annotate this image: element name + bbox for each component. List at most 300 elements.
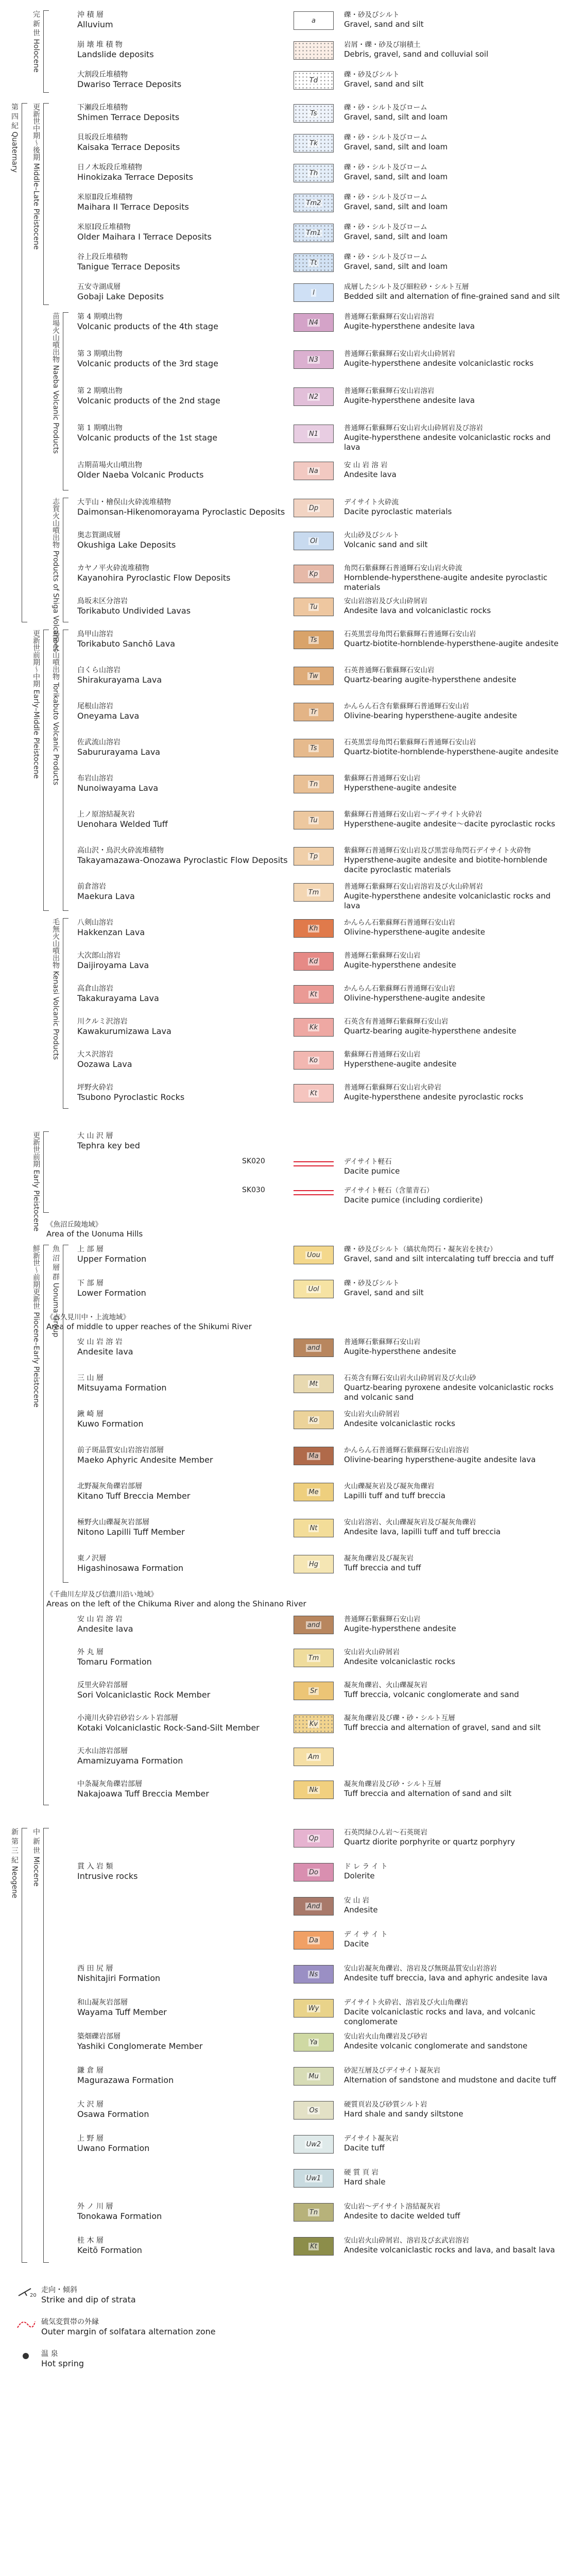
unit-desc-jp: 石英黒雲母角閃石紫蘇輝石普通輝石安山岩 — [344, 630, 476, 638]
unit-code: l — [311, 289, 316, 297]
unit-desc-jp: 火山礫凝灰岩及び凝灰角礫岩 — [344, 1482, 435, 1490]
unit-desc-jp: 普通輝石紫蘇輝石安山岩溶岩及び火山砕屑岩 — [344, 883, 483, 891]
unit-name-jp: 大ス沢溶岩 — [77, 1050, 113, 1059]
unit-desc-jp: 火山砂及びシルト — [344, 531, 400, 539]
unit-name-en: Kuwo Formation — [77, 1419, 144, 1429]
unit-desc-jp: 安山岩火山砕屑岩 — [344, 1648, 400, 1656]
unit-desc-en: Tuff breccia and alternation of sand and silt — [344, 1789, 512, 1798]
unit-description — [344, 2066, 560, 2085]
unit-swatch — [294, 164, 334, 182]
unit-swatch — [294, 283, 334, 302]
unit-description — [344, 133, 560, 152]
unit-name — [77, 597, 288, 616]
unit-code: Tr — [309, 708, 318, 716]
unit-description — [344, 1446, 560, 1465]
symbol-label-en: Hot spring — [41, 2359, 84, 2368]
unit-desc-en: Tuff breccia and tuff — [344, 1563, 421, 1572]
unit-code: Ya — [308, 2039, 319, 2046]
unit-description — [344, 1648, 560, 1667]
unit-name-en: Tomaru Formation — [77, 1657, 152, 1667]
unit-name-en: Upper Formation — [77, 1254, 147, 1264]
unit-description — [344, 498, 560, 517]
unit-code: Tm — [307, 1654, 321, 1662]
unit-code: Kv — [308, 1720, 319, 1728]
unit-name-jp: 日ノ木坂段丘堆積物 — [77, 163, 142, 172]
unit-name-en: Nishitajiri Formation — [77, 1973, 161, 1983]
unit-swatch — [294, 1483, 334, 1501]
unit-name — [77, 2236, 288, 2256]
unit-code: Tm1 — [305, 229, 323, 237]
unit-code: Uw2 — [305, 2141, 322, 2148]
unit-code: Mt — [308, 1380, 319, 1388]
unit-name — [77, 1554, 288, 1573]
unit-name-en: Daijiroyama Lava — [77, 960, 149, 970]
solfatara-margin-icon — [15, 2317, 36, 2331]
unit-description — [344, 738, 560, 757]
unit-name — [77, 702, 288, 721]
unit-desc-en: Gravel, sand, silt and loam — [344, 262, 448, 271]
unit-desc-en: Gravel, sand, silt and loam — [344, 202, 448, 211]
era-pliocene: 鮮新世～前期更新世 Pliocene–Early Pleistocene — [32, 1245, 40, 1408]
unit-description — [344, 386, 560, 405]
unit-swatch — [294, 350, 334, 369]
unit-swatch — [294, 1555, 334, 1573]
unit-name-en: Nakajoawa Tuff Breccia Member — [77, 1789, 209, 1799]
unit-name-en: Alluvium — [77, 20, 113, 29]
unit-description — [344, 1518, 560, 1537]
unit-name — [77, 423, 288, 443]
unit-name-jp: 谷上段丘堆積物 — [77, 253, 128, 261]
unit-desc-jp: 普通輝石紫蘇輝石安山岩火山砕屑岩及び溶岩 — [344, 424, 483, 432]
unit-description — [344, 666, 560, 685]
unit-desc-en: Alternation of sandstone and mudstone and dacite tuff — [344, 2075, 557, 2084]
unit-name-en: Keitō Formation — [77, 2245, 142, 2255]
unit-name-jp: 第 1 期噴出物 — [77, 424, 123, 432]
era-mid-late-pleistocene-bracket — [43, 103, 44, 305]
unit-name-en: Older Maihara I Terrace Deposits — [77, 232, 212, 242]
tephra-line-icon — [294, 1190, 334, 1195]
unit-code: Tm2 — [305, 199, 323, 207]
unit-name-jp: 五安寺湖成層 — [77, 283, 121, 291]
unit-name-en: Nitono Lapilli Tuff Member — [77, 1527, 185, 1537]
unit-name — [77, 846, 288, 866]
unit-code: Me — [307, 1488, 320, 1496]
unit-description — [344, 1245, 560, 1264]
unit-desc-en: Bedded silt and alternation of fine-grained sand and silt — [344, 292, 560, 301]
unit-name-jp: 下 部 層 — [77, 1279, 104, 1287]
unit-name — [77, 133, 288, 152]
unit-code: Kt — [308, 2243, 319, 2250]
unit-code: and — [306, 1621, 321, 1629]
unit-swatch — [294, 985, 334, 1004]
unit-description — [344, 630, 560, 649]
symbol-label — [41, 2317, 252, 2337]
svg-text:20: 20 — [30, 2293, 36, 2298]
unit-desc-jp: 石英普通輝石紫蘇輝石安山岩 — [344, 666, 435, 674]
unit-name-jp: 上 部 層 — [77, 1245, 104, 1253]
unit-name-en: Volcanic products of the 3rd stage — [77, 359, 218, 368]
unit-desc-en: Gravel, sand and silt intercalating tuff breccia and tuff — [344, 1254, 554, 1263]
unit-description — [344, 1017, 560, 1036]
unit-description — [344, 1862, 560, 1881]
unit-desc-en: Quartz-bearing augite-hypersthene andesite — [344, 675, 517, 684]
unit-description — [344, 312, 560, 331]
unit-description — [344, 1930, 560, 1949]
unit-name — [77, 252, 288, 272]
unit-name-jp: 北野凝灰角礫岩部層 — [77, 1482, 142, 1490]
unit-name — [77, 774, 288, 793]
unit-desc-jp: 礫・砂・シルト及びローム — [344, 163, 427, 172]
unit-desc-jp: 礫・砂及びシルト — [344, 1279, 400, 1287]
era-quaternary: 第 四 紀 Quaternary — [10, 103, 19, 173]
unit-swatch — [294, 2169, 334, 2188]
era-early-pleistocene-bracket — [43, 1131, 44, 1213]
unit-desc-jp: 礫・砂及びシルト — [344, 71, 400, 79]
unit-description — [344, 1964, 560, 1983]
unit-desc-en: Augite-hypersthene andesite lava — [344, 321, 475, 331]
unit-desc-jp: 安山岩溶岩、火山礫凝灰岩及び凝灰角礫岩 — [344, 1518, 476, 1527]
unit-name — [77, 349, 288, 369]
unit-name-jp: 上 野 層 — [77, 2134, 104, 2143]
unit-name — [77, 40, 288, 60]
unit-name — [77, 1964, 288, 1984]
unit-name-jp: 中条凝灰角礫岩部層 — [77, 1780, 142, 1788]
unit-swatch — [294, 1519, 334, 1537]
uonuma-header — [46, 1220, 407, 1239]
era-miocene: 中 新 世 Miocene — [32, 1828, 40, 1887]
unit-name — [77, 1410, 288, 1429]
unit-description — [344, 918, 560, 937]
unit-desc-en: Dolerite — [344, 1871, 375, 1880]
unit-desc-jp: ド レ ラ イ ト — [344, 1862, 388, 1871]
unit-name — [77, 1681, 288, 1700]
unit-name-en: Maihara II Terrace Deposits — [77, 202, 189, 212]
unit-desc-en: Andesite lava — [344, 470, 397, 479]
unit-name-jp: 前倉溶岩 — [77, 883, 106, 891]
unit-code: And — [305, 1903, 321, 1910]
unit-desc-jp: 紫蘇輝石普通輝石安山岩～デイサイト火砕岩 — [344, 810, 483, 819]
unit-code: Tp — [308, 853, 319, 860]
tephra-name — [77, 1131, 288, 1151]
unit-swatch — [294, 1338, 334, 1357]
unit-name-jp: 高山沢・鳥沢火砕流堆積物 — [77, 846, 164, 855]
unit-desc-jp: 普通輝石紫蘇輝石安山岩火砕岩 — [344, 1083, 441, 1092]
chikuma-header-en: Areas on the left of the Chikuma River and along the Shinano River — [46, 1599, 306, 1608]
unit-swatch — [294, 1616, 334, 1634]
unit-name-jp: 奥志賀湖成層 — [77, 531, 121, 539]
unit-code: and — [306, 1344, 321, 1352]
unit-desc-en: Volcanic sand and silt — [344, 540, 428, 549]
unit-name-jp: 古期苗場火山噴出物 — [77, 461, 142, 469]
unit-name-jp: 桂 木 層 — [77, 2236, 104, 2245]
unit-description — [344, 163, 560, 182]
unit-desc-en: Hornblende-hypersthene-augite andesite pyroclastic materials — [344, 573, 548, 592]
unit-description — [344, 1279, 560, 1298]
unit-desc-en: Gravel, sand, silt and loam — [344, 112, 448, 122]
era-early-middle-pleistocene-bracket — [43, 630, 44, 911]
unit-swatch — [294, 104, 334, 123]
unit-description — [344, 282, 560, 301]
unit-swatch — [294, 775, 334, 793]
unit-description — [344, 252, 560, 272]
unit-name-jp: 高倉山溶岩 — [77, 985, 113, 993]
unit-name-en: Hinokizaka Terrace Deposits — [77, 172, 193, 182]
unit-name-en: Kotaki Volcaniclastic Rock-Sand-Silt Member — [77, 1723, 260, 1733]
unit-code: Uol — [306, 1285, 320, 1293]
unit-desc-jp: 普通輝石紫蘇輝石安山岩溶岩 — [344, 387, 435, 395]
unit-name-en: Osawa Formation — [77, 2109, 149, 2119]
unit-desc-jp: デイサイト火砕流 — [344, 498, 399, 506]
unit-name-jp: 八剣山溶岩 — [77, 919, 113, 927]
unit-swatch — [294, 2237, 334, 2256]
unit-name-jp: 大 沢 層 — [77, 2100, 104, 2109]
unit-name — [77, 2066, 288, 2086]
era-kenasi: 毛無火山噴出物 Kenasi Volcanic Products — [51, 918, 60, 1060]
unit-swatch — [294, 253, 334, 272]
unit-name-en: Takayamazawa-Onozawa Pyroclastic Flow Deposits — [77, 855, 288, 865]
unit-swatch — [294, 1863, 334, 1882]
unit-swatch — [294, 631, 334, 649]
unit-name-jp: 鳥坂未区分溶岩 — [77, 597, 128, 605]
unit-code: Nk — [307, 1786, 319, 1794]
unit-desc-jp: 普通輝石紫蘇輝石安山岩 — [344, 1615, 421, 1623]
tephra-desc-en: Dacite pumice — [344, 1166, 400, 1176]
unit-name-jp: 崩 壊 堆 積 物 — [77, 41, 123, 49]
unit-name-jp: 安 山 岩 溶 岩 — [77, 1338, 123, 1346]
unit-desc-en: Andesite volcaniclastic rocks — [344, 1419, 455, 1428]
unit-code: Uw1 — [305, 2175, 322, 2182]
unit-description — [344, 461, 560, 480]
unit-description — [344, 774, 560, 793]
unit-name-en: Yashiki Conglomerate Member — [77, 2041, 203, 2051]
unit-name-en: Older Naeba Volcanic Products — [77, 470, 204, 480]
unit-description — [344, 1083, 560, 1102]
unit-description — [344, 349, 560, 368]
unit-desc-jp: 安 山 岩 溶 岩 — [344, 461, 388, 469]
unit-desc-jp: 岩屑・礫・砂及び崩積土 — [344, 41, 421, 49]
era-holocene-bracket — [43, 10, 44, 93]
unit-name-jp: 外 ノ 川 層 — [77, 2202, 113, 2211]
unit-name — [77, 282, 288, 302]
unit-description — [344, 2202, 560, 2221]
unit-name — [77, 564, 288, 583]
unit-name-jp: 東ノ沢層 — [77, 1554, 106, 1563]
tephra-name-en: Tephra key bed — [77, 1141, 140, 1150]
unit-code: Ts — [308, 744, 318, 752]
unit-name — [77, 1050, 288, 1070]
unit-name-en: Nunoiwayama Lava — [77, 783, 159, 793]
unit-desc-jp: 角閃石紫蘇輝石普通輝石安山岩火砕流 — [344, 564, 462, 572]
unit-code: N2 — [307, 393, 320, 401]
unit-name-jp: 天水山溶岩部層 — [77, 1747, 128, 1755]
symbol-label — [41, 2285, 252, 2305]
unit-desc-en: Lapilli tuff and tuff breccia — [344, 1491, 445, 1500]
tephra-desc-jp: デイサイト軽石 — [344, 1158, 392, 1166]
unit-swatch — [294, 2033, 334, 2052]
unit-swatch — [294, 1965, 334, 1984]
unit-description — [344, 564, 560, 592]
unit-name — [77, 630, 288, 649]
unit-name — [77, 1279, 288, 1298]
unit-desc-jp: 紫蘇輝石普通輝石安山岩及び黒雲母角閃石デイサイト火砕物 — [344, 846, 531, 855]
unit-desc-jp: 礫・砂及びシルト（縞状角閃石・凝灰岩を挟む） — [344, 1245, 497, 1253]
unit-name — [77, 531, 288, 550]
unit-desc-en: Andesite volcanic conglomerate and sandstone — [344, 2041, 528, 2050]
unit-desc-jp: 礫・砂及びシルト — [344, 11, 400, 19]
unit-name — [77, 10, 288, 30]
unit-swatch — [294, 224, 334, 242]
unit-code: Th — [308, 170, 319, 177]
unit-swatch — [294, 1018, 334, 1037]
unit-code: Ma — [307, 1452, 320, 1460]
unit-name — [77, 1714, 288, 1733]
unit-swatch — [294, 462, 334, 480]
unit-desc-en: Gravel, sand, silt and loam — [344, 172, 448, 181]
unit-code: Ts — [308, 110, 318, 117]
unit-code: Os — [307, 2107, 319, 2114]
unit-name — [77, 2134, 288, 2154]
unit-desc-en: Augite-hypersthene andesite volcaniclastic rocks — [344, 359, 534, 368]
unit-swatch — [294, 598, 334, 616]
unit-swatch — [294, 1829, 334, 1848]
unit-swatch — [294, 1447, 334, 1465]
unit-name-en: Kawakurumizawa Lava — [77, 1026, 171, 1036]
unit-desc-jp: 硬 質 頁 岩 — [344, 2168, 378, 2177]
unit-code: Tw — [307, 672, 320, 680]
unit-code: Tn — [308, 781, 319, 788]
unit-desc-en: Quartz-biotite-hornblende-hypersthene-augite andesite — [344, 747, 559, 756]
unit-name-en: Kaisaka Terrace Deposits — [77, 142, 180, 152]
tephra-code: SK020 — [242, 1157, 265, 1165]
unit-name — [77, 103, 288, 123]
unit-code: N4 — [307, 319, 320, 327]
unit-name-en: Takakurayama Lava — [77, 993, 159, 1003]
unit-desc-en: Gravel, sand and silt — [344, 1288, 424, 1297]
era-mid-late-pleistocene: 更新世中期～後期 Middle–Late Pleistocene — [32, 103, 40, 250]
unit-swatch — [294, 1649, 334, 1667]
unit-swatch — [294, 1682, 334, 1700]
unit-swatch — [294, 387, 334, 406]
unit-swatch — [294, 1748, 334, 1766]
unit-description — [344, 1050, 560, 1069]
unit-name — [77, 1518, 288, 1537]
unit-name-jp: 大次郎山溶岩 — [77, 952, 121, 960]
tephra-code: SK030 — [242, 1186, 265, 1194]
unit-desc-jp: デイサイト凝灰岩 — [344, 2134, 399, 2143]
unit-name — [77, 1780, 288, 1799]
unit-swatch — [294, 2135, 334, 2154]
unit-name-jp: 白くら山溶岩 — [77, 666, 121, 674]
unit-description — [344, 2168, 560, 2187]
unit-name-jp: 前子斑晶質安山岩溶岩部層 — [77, 1446, 164, 1454]
unit-name-jp: 布岩山溶岩 — [77, 774, 113, 783]
unit-name-jp: 第 3 期噴出物 — [77, 350, 123, 358]
unit-name — [77, 386, 288, 406]
hot-spring-icon — [15, 2349, 36, 2363]
unit-description — [344, 1681, 560, 1700]
unit-code: Mu — [307, 2073, 320, 2080]
unit-description — [344, 1998, 560, 2027]
unit-description — [344, 103, 560, 122]
unit-desc-jp: 成層したシルト及び細粒砂・シルト互層 — [344, 283, 469, 291]
unit-description — [344, 2100, 560, 2119]
unit-name-en: Shimen Terrace Deposits — [77, 112, 180, 122]
unit-name — [77, 2100, 288, 2120]
unit-desc-jp: 礫・砂・シルト及びローム — [344, 104, 427, 112]
unit-name-jp: 鍬 崎 層 — [77, 1410, 104, 1418]
unit-desc-en: Dacite pyroclastic materials — [344, 507, 452, 516]
symbol-label — [41, 2349, 252, 2369]
unit-name — [77, 951, 288, 971]
unit-name-jp: 大芋山・檜俣山火砕流堆積物 — [77, 498, 171, 506]
unit-swatch — [294, 1084, 334, 1103]
unit-desc-en: Dacite volcaniclastic rocks and lava, and volcanic conglomerate — [344, 2007, 536, 2026]
unit-description — [344, 40, 560, 59]
unit-name-en: Amamizuyama Formation — [77, 1756, 183, 1766]
unit-name — [77, 193, 288, 212]
unit-code: Dp — [307, 504, 320, 512]
unit-name-en: Wayama Tuff Member — [77, 2007, 167, 2017]
unit-description — [344, 1780, 560, 1799]
unit-name-en: Volcanic products of the 4th stage — [77, 321, 218, 331]
unit-name-jp: 第 2 期噴出物 — [77, 387, 123, 395]
unit-swatch — [294, 1999, 334, 2018]
unit-desc-jp: 石英閃緑ひん岩～石英斑岩 — [344, 1828, 427, 1837]
unit-code: Ol — [308, 537, 319, 545]
unit-desc-jp: 石英黒雲母角閃石紫蘇輝石普通輝石安山岩 — [344, 738, 476, 747]
unit-name-jp: カヤノ平火砕流堆積物 — [77, 564, 149, 572]
unit-swatch — [294, 703, 334, 721]
symbol-label-en: Outer margin of solfatara alternation zone — [41, 2327, 216, 2336]
unit-desc-en: Olivine-hypersthene-augite andesite — [344, 927, 486, 937]
unit-desc-jp: 安山岩火山砕屑岩 — [344, 1410, 400, 1418]
unit-desc-en: Quartz-bearing augite-hypersthene andesite — [344, 1026, 517, 1036]
tephra-line-icon — [294, 1161, 334, 1166]
unit-desc-jp: かんらん石普通輝石紫蘇輝石安山岩溶岩 — [344, 1446, 469, 1454]
unit-desc-en: Hypersthene-augite andesite and biotite-hornblende dacite pyroclastic materials — [344, 855, 547, 874]
unit-description — [344, 1714, 560, 1733]
unit-code: Kd — [308, 958, 320, 965]
unit-name — [77, 666, 288, 685]
unit-swatch — [294, 1897, 334, 1916]
unit-desc-jp: 安 山 岩 — [344, 1896, 370, 1905]
unit-desc-jp: 硬質頁岩及び砂質シルト岩 — [344, 2100, 427, 2109]
unit-code: Nt — [308, 1524, 319, 1532]
tephra-desc — [344, 1186, 560, 1205]
unit-name — [77, 1245, 288, 1264]
unit-desc-en: Andesite tuff breccia, lava and aphyric andesite lava — [344, 1973, 548, 1982]
unit-swatch — [294, 11, 334, 30]
unit-name-en: Oneyama Lava — [77, 711, 140, 721]
unit-desc-jp: 礫・砂・シルト及びローム — [344, 193, 427, 201]
unit-description — [344, 597, 560, 616]
unit-description — [344, 882, 560, 911]
unit-name-en: Volcanic products of the 1st stage — [77, 433, 218, 443]
unit-swatch — [294, 1715, 334, 1733]
unit-desc-en: Hard shale — [344, 2177, 386, 2187]
unit-swatch — [294, 565, 334, 583]
era-holocene: 完 新 世 Holocene — [32, 10, 40, 73]
era-neogene: 新 第 三 紀 Neogene — [10, 1828, 19, 1899]
unit-description — [344, 1896, 560, 1915]
era-uonuma-group: 魚 沼 層 群 Uonuma Group — [51, 1245, 60, 1337]
unit-swatch — [294, 532, 334, 550]
unit-description — [344, 2032, 560, 2051]
symbol-label-jp: 硫気変質帯の外縁 — [41, 2318, 99, 2326]
unit-name-jp: 下瀬段丘堆積物 — [77, 104, 128, 112]
unit-swatch — [294, 41, 334, 60]
unit-name — [77, 1374, 288, 1393]
